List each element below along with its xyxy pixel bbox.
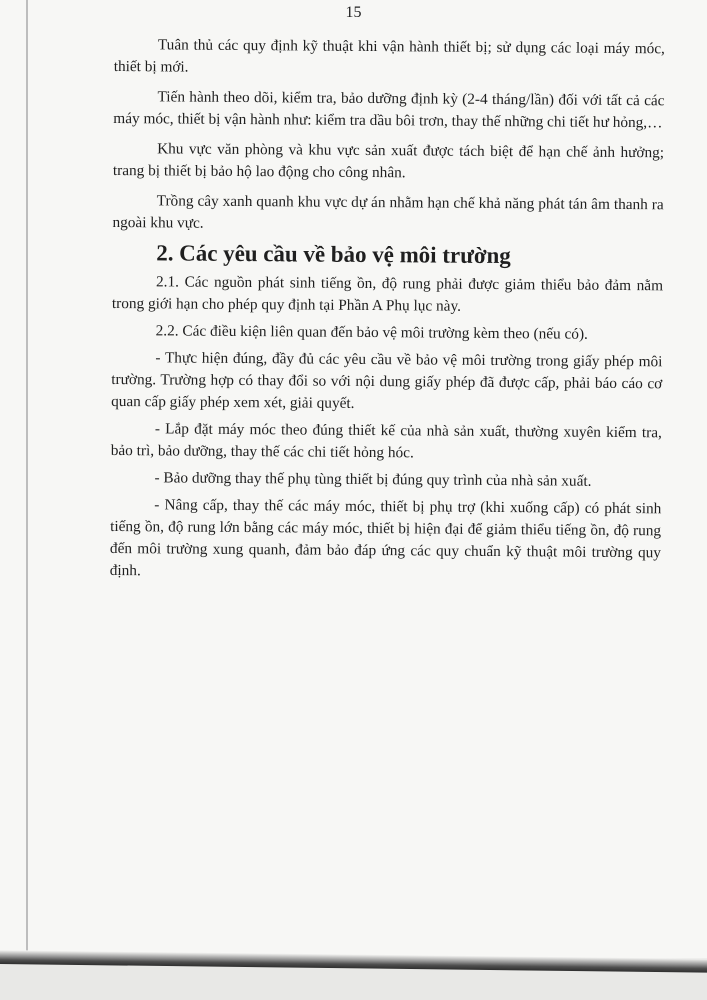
paragraph: 2.1. Các nguồn phát sinh tiếng ồn, độ rung phải được giảm thiểu bảo đảm nằm trong giới hạn cho phép quy định tại Phần A Phụ lục này. <box>111 273 664 315</box>
page-left-edge <box>26 0 28 958</box>
paragraph: Tuân thủ các quy định kỹ thuật khi vận hành thiết bị; sử dụng các loại máy móc, thiết bị mới. <box>113 36 665 76</box>
section-heading: 2. Các yêu cầu về bảo vệ môi trường <box>156 240 511 269</box>
document-body <box>110 34 665 591</box>
paragraph: 2.2. Các điều kiện liên quan đến bảo vệ môi trường kèm theo (nếu có). <box>155 322 588 343</box>
paragraph: - Bảo dưỡng thay thế phụ tùng thiết bị đúng quy trình của nhà sản xuất. <box>154 469 592 490</box>
paragraph: Khu vực văn phòng và khu vực sản xuất được tách biệt để hạn chế ảnh hưởng; trang bị thiết bị bảo hộ lao động cho công nhân. <box>112 140 665 182</box>
page-number: 15 <box>345 4 362 21</box>
paragraph: - Nâng cấp, thay thế các máy móc, thiết bị phụ trợ (khi xuống cấp) có phát sinh tiếng ồn, độ rung lớn bằng các máy móc, thiết bị hiện đại để giảm thiểu tiếng ồn, độ rung đến môi trường xung quanh, đảm bảo đáp ứng các quy chuẩn kỹ thuật môi trường quy định. <box>109 496 662 580</box>
paragraph: - Lắp đặt máy móc theo đúng thiết kế của nhà sản xuất, thường xuyên kiểm tra, bảo trì, bảo dưỡng, thay thế các chi tiết hỏng hóc. <box>110 420 662 462</box>
paragraph: Trồng cây xanh quanh khu vực dự án nhằm hạn chế khả năng phát tán âm thanh ra ngoài khu vực. <box>112 192 664 232</box>
paragraph: Tiến hành theo dõi, kiểm tra, bảo dưỡng định kỳ (2-4 tháng/lần) đối với tất cả các máy móc, thiết bị vận hành như: kiểm tra dầu bôi trơn, thay thế những chi tiết hư hỏng,… <box>113 88 665 132</box>
paragraph: - Thực hiện đúng, đầy đủ các yêu cầu về bảo vệ môi trường trong giấy phép môi trường. Trường hợp có thay đổi so với nội dung giấy phép đã được cấp, phải báo cáo cơ quan cấp giấy phép xem xét, giải quyết. <box>111 349 663 412</box>
